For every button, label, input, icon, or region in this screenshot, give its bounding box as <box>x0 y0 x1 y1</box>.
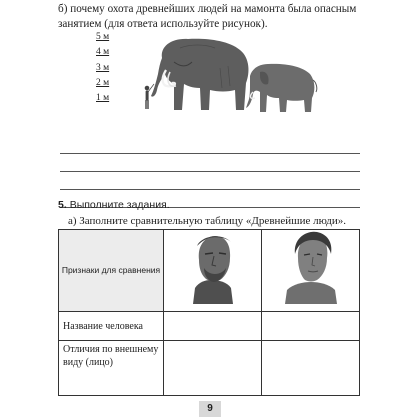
table-cell[interactable] <box>262 312 360 341</box>
answer-line[interactable] <box>60 136 360 154</box>
scale-label: 3 м <box>96 62 110 73</box>
page-number: 9 <box>199 401 221 417</box>
portrait-cell-2 <box>262 230 360 312</box>
table-cell[interactable] <box>164 312 262 341</box>
answer-lines <box>60 136 360 208</box>
neanderthal-bust-image <box>173 230 253 306</box>
mammoth-illustration <box>110 28 330 120</box>
scale-label: 1 м <box>96 93 110 104</box>
comparison-table <box>58 229 360 396</box>
row-label-appearance: Отличия по внешнему виду (лицо) <box>59 341 164 396</box>
task-title: Выполните задания. <box>69 199 170 211</box>
scale-label: 5 м <box>96 32 110 42</box>
cro-magnon-bust-image <box>271 230 351 306</box>
table-cell[interactable] <box>164 341 262 396</box>
scale-label: 4 м <box>96 47 110 58</box>
table-cell[interactable] <box>262 341 360 396</box>
question-b-text: б) почему охота древнейших людей на мамонта была опасным занятием (для ответа используйте рисунок). <box>58 3 357 30</box>
answer-line[interactable] <box>60 172 360 190</box>
task-number: 5. <box>58 199 67 211</box>
task-5a-text: а) Заполните сравнительную таблицу «Древнейшие люди». <box>68 215 347 227</box>
table-header-label: Признаки для сравнения <box>59 230 164 312</box>
scale-label: 2 м <box>96 77 110 88</box>
task-5-heading <box>58 199 170 211</box>
height-scale <box>96 30 109 106</box>
portrait-cell-1 <box>164 230 262 312</box>
elephant <box>246 64 317 112</box>
mammoth <box>151 39 248 110</box>
row-label-name: Название человека <box>59 312 164 341</box>
answer-line[interactable] <box>60 154 360 172</box>
